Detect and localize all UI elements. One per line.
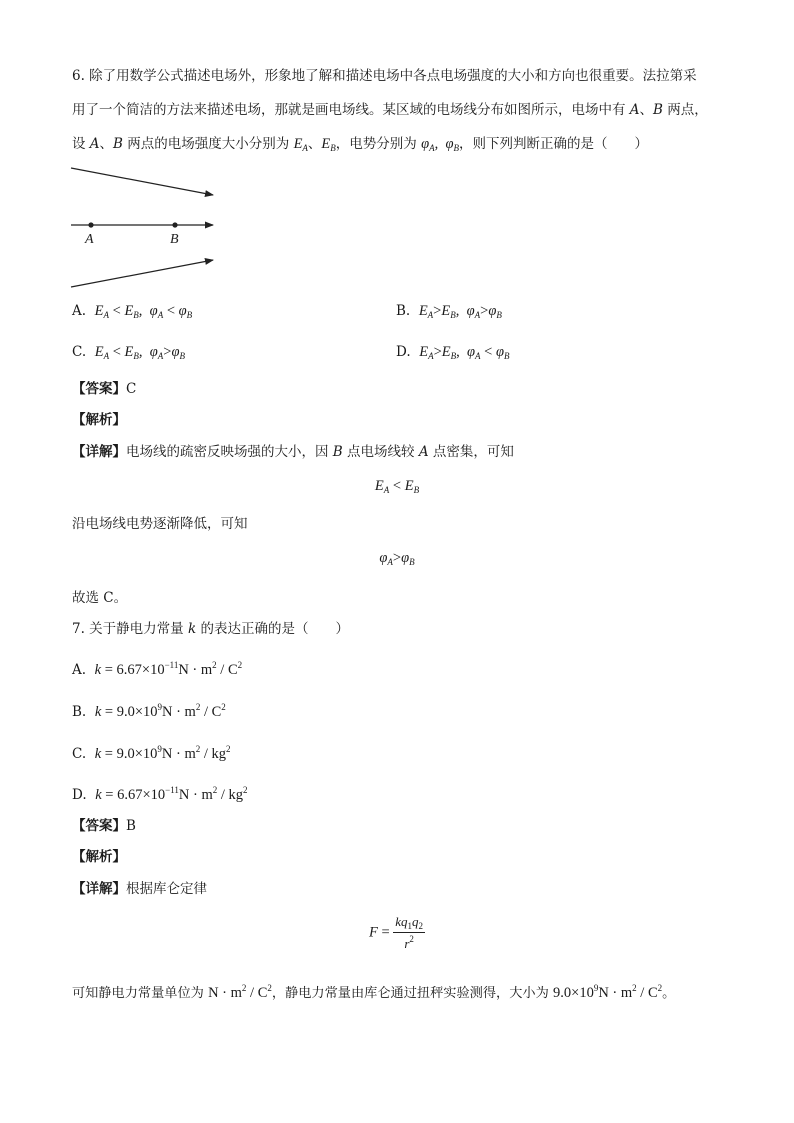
q6-detail: 【详解】电场线的疏密反映场强的大小，因 B 点电场线较 A 点密集，可知 (72, 444, 514, 460)
point-b-label: B (170, 232, 179, 247)
q6-option-a[interactable]: A. $E_A < E_B$, $\varphi_A < \varphi_B$ (72, 303, 193, 320)
formula-phi-a-gt-phi-b: $\varphi_A>\varphi_B$ (379, 550, 415, 567)
var-a: A (629, 102, 640, 118)
q7-option-b[interactable]: B. $k = 9.0\times 10^9N \cdot m^2 / C^2$ (72, 702, 226, 720)
formula-ea-lt-eb: $E_A < E_B$ (374, 478, 420, 495)
option-letter: A. (72, 662, 87, 678)
math-phi-a-phi-b: $\varphi_A$, $\varphi_B$ (421, 136, 460, 153)
q7-stem: 7. 关于静电力常量 k 的表达正确的是（ ） (72, 621, 349, 637)
point-b-dot (172, 222, 177, 227)
q6-conclusion: 故选 C。 (72, 590, 128, 606)
q6-stem-text: 、 (307, 136, 322, 152)
coulomb-law-formula: F = $\frac{kq_1q_2}{r^2}$ (368, 914, 424, 951)
answer-value: C (126, 381, 137, 397)
q6-stem-text: 两点， (662, 102, 708, 118)
var-b: B (113, 136, 123, 152)
var-a: A (89, 136, 100, 152)
option-letter: B. (72, 704, 87, 720)
q7-option-d[interactable]: D. $k = 6.67\times 10^{-11}N \cdot m^2 / kg^2$ (72, 785, 248, 803)
option-letter: C. (72, 746, 87, 762)
q7-answer (72, 816, 136, 836)
electric-field-figure (68, 162, 220, 294)
var-b: B (653, 102, 663, 118)
q7-option-a[interactable]: A. $k = 6.67\times 10^{-11}N \cdot m^2 / C^2$ (72, 660, 243, 678)
q7-analysis-label: 【解析】 (72, 849, 126, 865)
option-letter: A. (72, 303, 87, 319)
q6-stem-text: 设 (72, 136, 90, 152)
field-line-bottom (71, 260, 213, 287)
q6-option-b[interactable]: B. $E_A>E_B$, $\varphi_A>\varphi_B$ (396, 303, 502, 320)
point-a-dot (88, 222, 93, 227)
math-ea: $E_A$ (293, 136, 308, 153)
answer-label: 【答案】 (72, 381, 126, 397)
q6-stem-text: ，电势分别为 (335, 136, 422, 152)
q7-conclusion: 可知静电力常量单位为 $N \cdot m^2 / C^2$，静电力常量由库仑通过扭秤实验测得，大小为 $9.0\times 10^9N \cdot m^2 / C^2$。 (72, 983, 676, 1001)
q6-option-c[interactable]: C. $E_A < E_B$, $\varphi_A>\varphi_B$ (72, 344, 186, 361)
q6-stem-line2 (72, 100, 708, 120)
q6-stem-text: 、 (639, 102, 654, 118)
q6-stem-line1: 6. 除了用数学公式描述电场外，形象地了解和描述电场中各点电场强度的大小和方向也很重要。法拉第采 (72, 68, 697, 84)
option-letter: C. (72, 344, 87, 360)
point-a-label: A (85, 232, 94, 247)
detail-label: 【详解】 (72, 881, 126, 897)
q7-detail: 【详解】根据库仑定律 (72, 881, 207, 897)
answer-label: 【答案】 (72, 818, 126, 834)
option-letter: D. (72, 787, 87, 803)
q6-stem-text: ，则下列判断正确的是（ ） (459, 136, 649, 152)
detail-label: 【详解】 (72, 444, 126, 460)
q6-option-d[interactable]: D. $E_A>E_B$, $\varphi_A < \varphi_B$ (396, 344, 510, 361)
field-line-top (71, 168, 213, 195)
q6-analysis-label: 【解析】 (72, 412, 126, 428)
q6-stem-text: 、 (99, 136, 114, 152)
q6-stem-text: 用了一个简洁的方法来描述电场，那就是画电场线。某区域的电场线分布如图所示，电场中有 (72, 102, 630, 118)
math-eb: $E_B$ (321, 136, 336, 153)
q7-option-c[interactable]: C. $k = 9.0\times 10^9N \cdot m^2 / kg^2$ (72, 744, 231, 762)
answer-value: B (126, 818, 136, 834)
q6-answer (72, 379, 136, 399)
q6-stem-line3 (72, 134, 648, 158)
option-letter: B. (396, 303, 411, 319)
option-letter: D. (396, 344, 411, 360)
q6-stem-text: 两点的电场强度大小分别为 (122, 136, 294, 152)
q6-text2: 沿电场线电势逐渐降低，可知 (72, 516, 248, 532)
